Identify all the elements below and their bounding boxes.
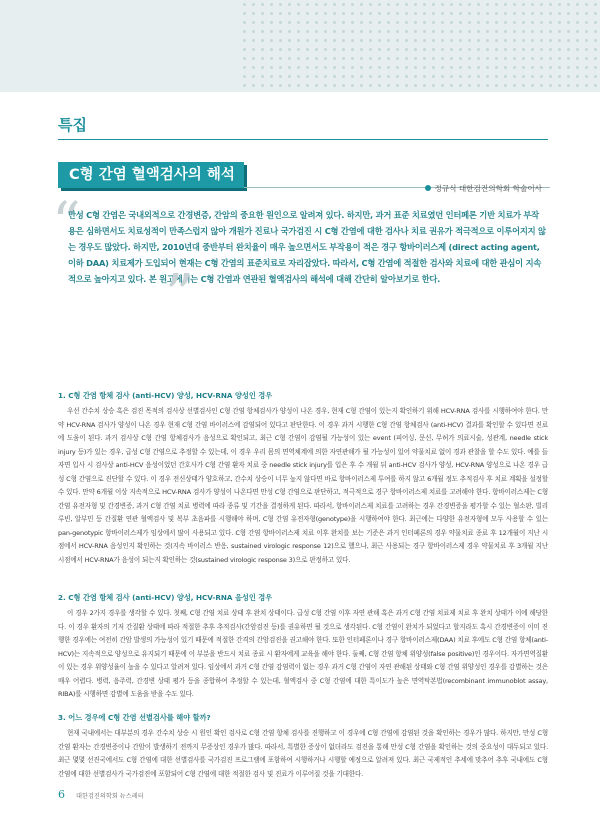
section-heading-1: 1. C형 간염 항체 검사 (anti-HCV) 양성, HCV-RNA 양성인 경우 xyxy=(58,391,273,400)
abstract: 만성 C형 간염은 국내외적으로 간경변증, 간암의 중요한 원인으로 알려져 있다. 하지만, 과거 표준 치료였던 인터페론 기반 치료가 부작용은 심하면서도 치료성적이 만족스럽지 않아 개원가 진료나 국가검진 시 C형 간염에 대한 검사나 치료 권유가 적극적으로 이루어지지 않는 경우도 많았다. 하지만, 2010년대 중반부터 완치율이 매우 높으면서도 부작용이 적은 경구 항바이러스제 (direct acting agent, 이하 DAA) 치료제가 도입되어 현재는 C형 간염의 표준치료로 자리잡았다. 따라서, C형 간염에 적절한 검사와 치료에 대한 관심이 지속적으로 높아지고 있다. 본 원고에서는 C형 간염과 연관된 혈액검사의 해석에 대해 간단히 알아보기로 한다. xyxy=(68,210,546,284)
section-body-1 xyxy=(58,405,548,567)
close-quote-icon: ” xyxy=(165,263,194,328)
section-heading-3: 3. 어느 경우에 C형 간염 선별검사를 해야 할까? xyxy=(58,713,211,722)
author-line xyxy=(425,183,542,194)
section-body-3 xyxy=(58,727,548,781)
article-title: C형 간염 혈액검사의 해석 xyxy=(58,162,244,188)
section-divider xyxy=(58,139,548,140)
header-dot-pattern xyxy=(240,0,600,92)
paragraph: 이 경우 2가지 경우를 생각할 수 있다. 첫째, C형 간염 치료 상태 후 완치 상태이다. 급성 C형 간염 이후 자연 관해 혹은 과거 C형 간염 치료제 치료 후 완치 상태가 이에 해당한다. 이 경우 환자의 기저 간질환 상태에 따라 적절한 추후 추적검사(간암검진 등)를 권유하면 될 것으로 생각된다. C형 간염이 완치가 되었다고 할지라도 혹시 간경변증이 이미 진행한 경우에는 여전히 간암 발생의 가능성이 있기 때문에 적절한 간격의 간암검진을 권고해야 한다. 또한 인터페론이나 경구 항바이러스제(DAA) 치료 후에도 C형 간염 항체(anti-HCV)는 지속적으로 양성으로 유지되기 때문에 이 부분을 반드시 치료 종료 시 환자에게 교육을 해야 한다. 둘째, C형 간염 항체 위양성(false positive)인 경우이다. 자가면역질환이 있는 경우 위양성율이 높을 수 있다고 알려져 있다. 임상에서 과거 C형 간염 감염력이 없는 경우 과거 C형 간염이 자연 관해된 상태와 C형 간염 위양성인 경우를 감별하는 것은 매우 어렵다. 병력, 음주력, 간경변 상태 평가 등을 종합하여 추정할 수 있는데, 혈액검사 중 C형 간염에 대한 특이도가 높은 면역탁본법(recombinant immunoblot assay, RIBA)를 시행하면 감별에 도움을 받을 수도 있다. xyxy=(58,609,548,698)
paragraph: 현재 국내에서는 대부분의 경우 간수치 상승 시 원인 확인 검사로 C형 간염 항체 검사를 진행하고 이 경우에 C형 간염에 감염된 것을 확인하는 경우가 많다. 하지만, 만성 C형 간염 환자는 간경변증이나 간암이 발생하기 전까지 무증상인 경우가 많다. 따라서, 특별한 증상이 없더라도 검진을 통해 만성 C형 간염을 확인하는 것의 중요성이 대두되고 있다. 최근 몇몇 선진국에서도 C형 간염에 대한 선별검사를 국가검진 프로그램에 포함하여 시행하거나 시행할 예정으로 알려져 있다. 최근 국제적인 추세에 맞추어 추후 국내에도 C형 간염에 대한 선별검사가 국가검진에 포함되어 C형 간염에 대한 적절한 검사 및 진료가 이루어질 것을 기대한다. xyxy=(58,729,548,778)
section-body-2 xyxy=(58,607,548,702)
bullet-icon xyxy=(425,185,431,191)
page-number: 6 xyxy=(58,788,65,801)
author-name: 정규식 대한검진의학회 학술이사 xyxy=(434,184,542,193)
paragraph: 우선 간수치 상승 혹은 검진 목적의 검사상 선별검사인 C형 간염 항체검사가 양성이 나온 경우, 현재 C형 간염이 있는지 확인하기 위해 HCV-RNA 검사를 시행하여야 한다. 만약 HCV-RNA 검사가 양성이 나온 경우 현재 C형 간염 바이러스에 감염되어 있다고 판단한다. 이 경우 과거 시행한 C형 간염 항체검사 (anti-HCV) 결과를 확인할 수 있다면 진료에 도움이 된다. 과거 검사상 C형 간염 항체검사가 음성으로 확인되고, 최근 C형 간염이 감염될 가능성이 있는 event (피어싱, 문신, 무허가 의료시술, 성관계, needle stick injury 등)가 있는 경우, 급성 C형 간염으로 추정할 수 있는데, 이 경우 우리 몸의 면역체계에 의한 자연관해가 될 가능성이 있어 약물치료 없이 경과 관찰을 할 수도 있다. 예를 들자면 입사 시 검사상 anti-HCV 음성이었던 간호사가 C형 간염 환자 치료 중 needle stick injury를 입은 후 수 개월 뒤 anti-HCV 검사가 양성, HCV-RNA 양성으로 나온 경우 급성 C형 간염으로 진단할 수 있다. 이 경우 전신상태가 양호하고, 간수치 상승이 너무 높지 않다면 바로 항바이러스제 투여를 하지 않고 6개월 정도 추적검사 후 치료 계획을 설정할 수 있다. 만약 6개월 이상 지속적으로 HCV-RNA 검사가 양성이 나온다면 만성 C형 간염으로 판단하고, 적극적으로 경구 항바이러스제 치료를 고려해야 한다. 항바이러스제는 C형 간염 유전자형 및 간경변증, 과거 C형 간염 치료 병력에 따라 종류 및 기간을 결정하게 된다. 따라서, 항바이러스제 치료를 고려하는 경우 간경변증을 평가할 수 있는 혈소판, 빌리루빈, 알부민 등 간질환 연관 혈액검사 및 복부 초음파를 시행해야 하며, C형 간염 유전자형(genotype)을 시행하여야 한다. 최근에는 다양한 유전자형에 모두 사용할 수 있는 pan-genotypic 항바이러스제가 임상에서 많이 사용되고 있다. C형 간염 항바이러스제 치료 이후 완치를 보는 기준은 과거 인터페론의 경우 약물치료 종료 후 12개월이 지난 시점에서 HCV-RNA 음성인지 확인하는 것(지속 바이러스 반응, sustained virologic response 12)으로 했으나, 최근 사용되는 경구 항바이러스제 경우 약물치료 후 3개월 지난 시점에서 HCV-RNA가 음성이 되는지 확인하는 것(sustained virologic response 3)으로 판정하고 있다. xyxy=(58,407,548,564)
footer-publication: 대한검진의학회 뉴스레터 xyxy=(76,793,144,800)
header-band xyxy=(0,0,600,92)
section-label: 특집 xyxy=(58,116,87,134)
section-heading-2: 2. C형 간염 항체 검사 (anti-HCV) 양성, HCV-RNA 음성인 경우 xyxy=(58,593,273,602)
open-quote-icon: “ xyxy=(52,191,81,256)
